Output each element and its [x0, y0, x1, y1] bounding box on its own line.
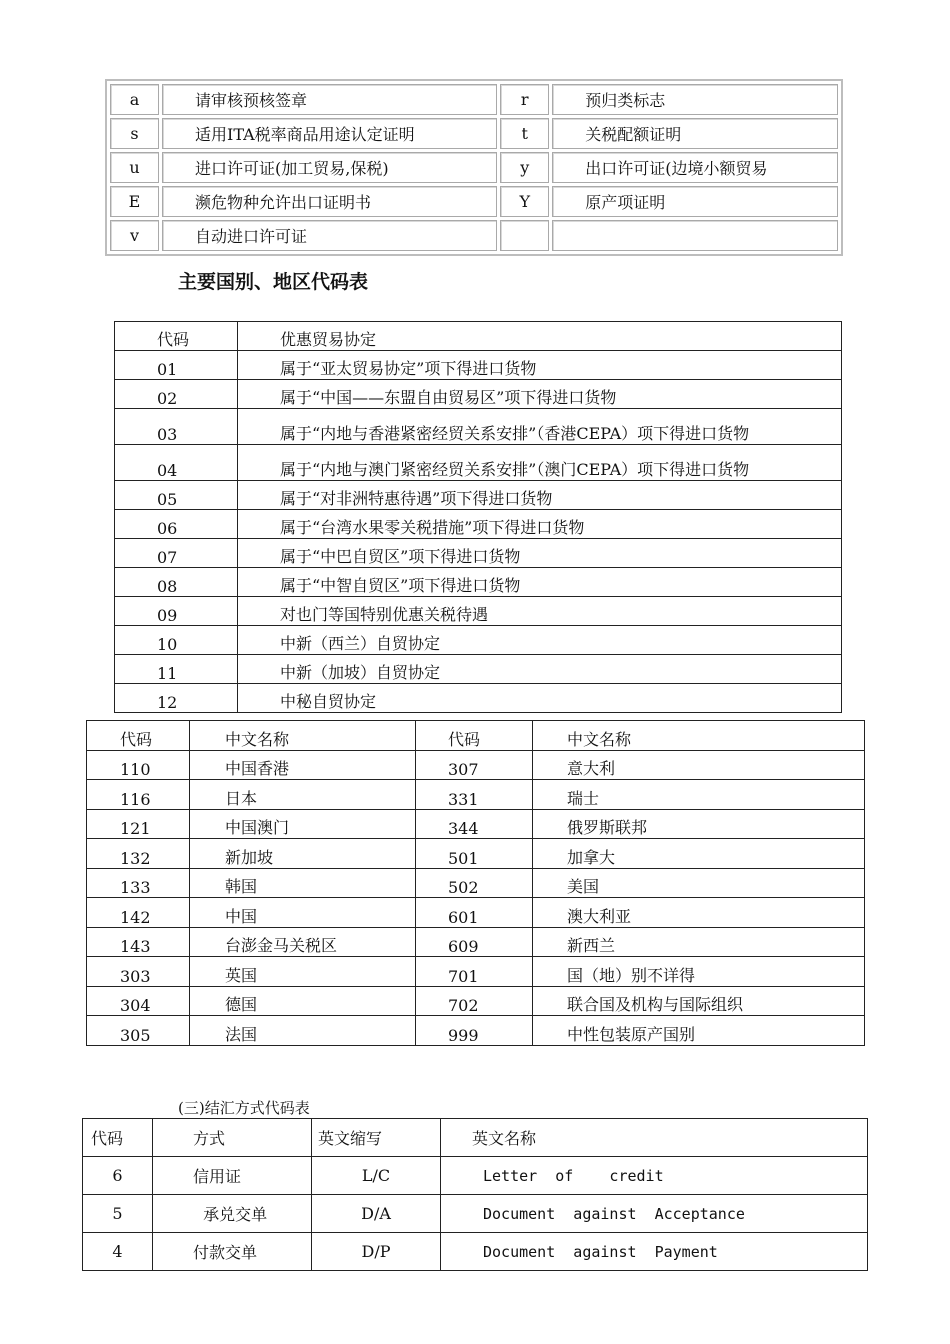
- country-name: 英国: [190, 957, 416, 987]
- table-row: [87, 868, 865, 898]
- header-name-1: 中文名称: [190, 721, 416, 751]
- country-name: 台澎金马关税区: [190, 927, 416, 957]
- header-agreement: 优惠贸易协定: [238, 322, 842, 351]
- license-code: r: [500, 84, 549, 115]
- table-row: [87, 898, 865, 928]
- method-english-name: Document against Payment: [441, 1233, 868, 1271]
- country-code: 110: [87, 750, 190, 780]
- country-code-title: 主要国别、地区代码表: [178, 271, 369, 293]
- method-abbr: L/C: [312, 1157, 441, 1195]
- country-name: 德国: [190, 986, 416, 1016]
- table-row: [115, 445, 842, 481]
- header-code: 代码: [115, 322, 238, 351]
- country-name: 新西兰: [533, 927, 865, 957]
- country-name: 中国澳门: [190, 809, 416, 839]
- agreement-code: 12: [115, 684, 238, 713]
- country-code: 307: [416, 750, 533, 780]
- country-name: 澳大利亚: [533, 898, 865, 928]
- agreement-name: 属于“内地与香港紧密经贸关系安排”（香港CEPA）项下得进口货物: [238, 409, 842, 445]
- license-code: Y: [500, 186, 549, 217]
- table-row: [83, 1157, 868, 1195]
- license-description: 出口许可证(边境小额贸易: [552, 152, 838, 183]
- agreement-name: 属于“亚太贸易协定”项下得进口货物: [238, 351, 842, 380]
- header-abbr: 英文缩写: [312, 1119, 441, 1157]
- agreement-code: 09: [115, 597, 238, 626]
- country-name: 中性包装原产国别: [533, 1016, 865, 1046]
- license-code-table: [105, 79, 843, 256]
- method-code: 5: [83, 1195, 153, 1233]
- country-name: 美国: [533, 868, 865, 898]
- country-name: 新加坡: [190, 839, 416, 869]
- agreement-name: 属于“内地与澳门紧密经贸关系安排”（澳门CEPA）项下得进口货物: [238, 445, 842, 481]
- country-code: 303: [87, 957, 190, 987]
- header-method: 方式: [153, 1119, 312, 1157]
- agreement-name: 对也门等国特别优惠关税待遇: [238, 597, 842, 626]
- country-name: 加拿大: [533, 839, 865, 869]
- country-code: 304: [87, 986, 190, 1016]
- license-description: 关税配额证明: [552, 118, 838, 149]
- header-code-2: 代码: [416, 721, 533, 751]
- license-code: a: [110, 84, 159, 115]
- agreement-name: 属于“对非洲特惠待遇”项下得进口货物: [238, 481, 842, 510]
- country-code: 142: [87, 898, 190, 928]
- table-row: [115, 597, 842, 626]
- table-row: [87, 1016, 865, 1046]
- preferential-agreement-table: [114, 321, 842, 713]
- table-row: [115, 481, 842, 510]
- header-code-1: 代码: [87, 721, 190, 751]
- table-row: [110, 186, 838, 217]
- agreement-code: 03: [115, 409, 238, 445]
- country-name: 中国: [190, 898, 416, 928]
- method-code: 4: [83, 1233, 153, 1271]
- table-row: [87, 986, 865, 1016]
- table-header-row: [115, 322, 842, 351]
- license-code: t: [500, 118, 549, 149]
- license-code: v: [110, 220, 159, 251]
- table-row: [83, 1233, 868, 1271]
- country-name: 瑞士: [533, 780, 865, 810]
- agreement-name: 中新（西兰）自贸协定: [238, 626, 842, 655]
- country-name: 法国: [190, 1016, 416, 1046]
- method-english-name: Document against Acceptance: [441, 1195, 868, 1233]
- country-name: 联合国及机构与国际组织: [533, 986, 865, 1016]
- country-code: 116: [87, 780, 190, 810]
- header-code: 代码: [83, 1119, 153, 1157]
- table-row: [115, 655, 842, 684]
- header-english-name: 英文名称: [441, 1119, 868, 1157]
- agreement-name: 属于“中巴自贸区”项下得进口货物: [238, 539, 842, 568]
- method-name: 信用证: [153, 1157, 312, 1195]
- table-row: [87, 927, 865, 957]
- table-row: [110, 220, 838, 251]
- country-code: 133: [87, 868, 190, 898]
- country-code: 502: [416, 868, 533, 898]
- country-code: 121: [87, 809, 190, 839]
- table-row: [87, 839, 865, 869]
- country-name: 俄罗斯联邦: [533, 809, 865, 839]
- settlement-method-title: (三)结汇方式代码表: [178, 1099, 310, 1117]
- table-row: [115, 626, 842, 655]
- agreement-code: 05: [115, 481, 238, 510]
- country-code: 331: [416, 780, 533, 810]
- agreement-code: 10: [115, 626, 238, 655]
- table-row: [115, 568, 842, 597]
- country-code: 999: [416, 1016, 533, 1046]
- header-name-2: 中文名称: [533, 721, 865, 751]
- license-code: y: [500, 152, 549, 183]
- country-code: 702: [416, 986, 533, 1016]
- table-row: [110, 118, 838, 149]
- country-code-table: [86, 720, 865, 1046]
- country-code: 344: [416, 809, 533, 839]
- table-header-row: [87, 721, 865, 751]
- license-code: [500, 220, 549, 251]
- country-code: 143: [87, 927, 190, 957]
- agreement-name: 中秘自贸协定: [238, 684, 842, 713]
- country-name: 韩国: [190, 868, 416, 898]
- table-header-row: [83, 1119, 868, 1157]
- country-name: 日本: [190, 780, 416, 810]
- agreement-code: 08: [115, 568, 238, 597]
- table-row: [83, 1195, 868, 1233]
- table-row: [115, 409, 842, 445]
- license-description: 原产项证明: [552, 186, 838, 217]
- agreement-code: 04: [115, 445, 238, 481]
- country-name: 中国香港: [190, 750, 416, 780]
- table-row: [115, 380, 842, 409]
- license-description: [552, 220, 838, 251]
- method-abbr: D/A: [312, 1195, 441, 1233]
- method-english-name: Letter of credit: [441, 1157, 868, 1195]
- table-row: [87, 957, 865, 987]
- table-row: [87, 809, 865, 839]
- table-row: [115, 684, 842, 713]
- country-name: 国（地）别不详得: [533, 957, 865, 987]
- method-code: 6: [83, 1157, 153, 1195]
- license-description: 自动进口许可证: [162, 220, 497, 251]
- table-row: [110, 152, 838, 183]
- agreement-name: 中新（加坡）自贸协定: [238, 655, 842, 684]
- agreement-name: 属于“中国——东盟自由贸易区”项下得进口货物: [238, 380, 842, 409]
- agreement-name: 属于“台湾水果零关税措施”项下得进口货物: [238, 510, 842, 539]
- table-row: [110, 84, 838, 115]
- license-description: 进口许可证(加工贸易,保税): [162, 152, 497, 183]
- table-row: [87, 780, 865, 810]
- agreement-code: 06: [115, 510, 238, 539]
- agreement-code: 11: [115, 655, 238, 684]
- license-code: E: [110, 186, 159, 217]
- agreement-code: 01: [115, 351, 238, 380]
- country-code: 305: [87, 1016, 190, 1046]
- agreement-code: 07: [115, 539, 238, 568]
- license-description: 濒危物种允许出口证明书: [162, 186, 497, 217]
- license-description: 请审核预核签章: [162, 84, 497, 115]
- country-code: 701: [416, 957, 533, 987]
- license-description: 预归类标志: [552, 84, 838, 115]
- settlement-method-table: [82, 1118, 868, 1271]
- country-code: 132: [87, 839, 190, 869]
- license-code: u: [110, 152, 159, 183]
- country-code: 609: [416, 927, 533, 957]
- agreement-name: 属于“中智自贸区”项下得进口货物: [238, 568, 842, 597]
- method-name: 付款交单: [153, 1233, 312, 1271]
- country-code: 601: [416, 898, 533, 928]
- method-abbr: D/P: [312, 1233, 441, 1271]
- agreement-code: 02: [115, 380, 238, 409]
- method-name: 承兑交单: [153, 1195, 312, 1233]
- country-code: 501: [416, 839, 533, 869]
- table-row: [115, 510, 842, 539]
- table-row: [115, 351, 842, 380]
- table-row: [115, 539, 842, 568]
- license-description: 适用ITA税率商品用途认定证明: [162, 118, 497, 149]
- license-code: s: [110, 118, 159, 149]
- country-name: 意大利: [533, 750, 865, 780]
- table-row: [87, 750, 865, 780]
